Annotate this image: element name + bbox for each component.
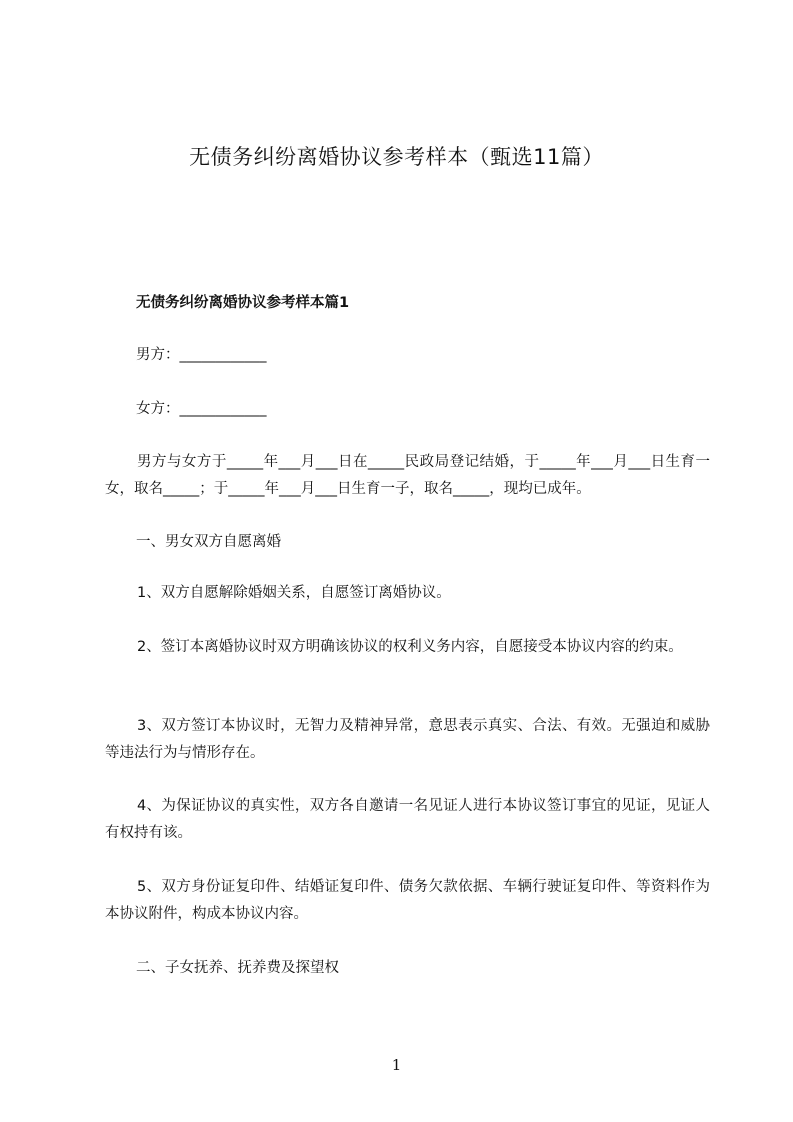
section-heading: 无债务纠纷离婚协议参考样本篇1	[136, 295, 350, 311]
item-4-paragraph: 4、为保证协议的真实性，双方各自邀请一名见证人进行本协议签订事宜的见证，见证人有权持有该。	[105, 798, 710, 841]
item-2-paragraph: 2、签订本离婚协议时双方明确该协议的权利义务内容，自愿接受本协议内容的约束。	[137, 639, 683, 655]
female-party-line: 女方：____________	[136, 401, 267, 417]
item-5-paragraph: 5、双方身份证复印件、结婚证复印件、债务欠款依据、车辆行驶证复印件、等资料作为本协议附件，构成本协议内容。	[105, 879, 710, 922]
item-1-paragraph: 1、双方自愿解除婚姻关系，自愿签订离婚协议。	[137, 585, 451, 601]
part2-heading: 二、子女抚养、抚养费及探望权	[136, 960, 339, 976]
male-party-line: 男方：____________	[136, 347, 267, 363]
page-number: 1	[391, 1056, 402, 1074]
document-title: 无债务纠纷离婚协议参考样本（甄选11篇）	[189, 145, 604, 169]
part1-heading: 一、男女双方自愿离婚	[136, 534, 281, 550]
intro-paragraph: 男方与女方于_____年___月___日在_____民政局登记结婚，于_____年___月___日生育一女，取名_____；于_____年___月___日生育一子，取名_____，现均已成年。	[105, 454, 710, 497]
item-3-paragraph: 3、双方签订本协议时，无智力及精神异常，意思表示真实、合法、有效。无强迫和威胁等违法行为与情形存在。	[105, 718, 710, 761]
